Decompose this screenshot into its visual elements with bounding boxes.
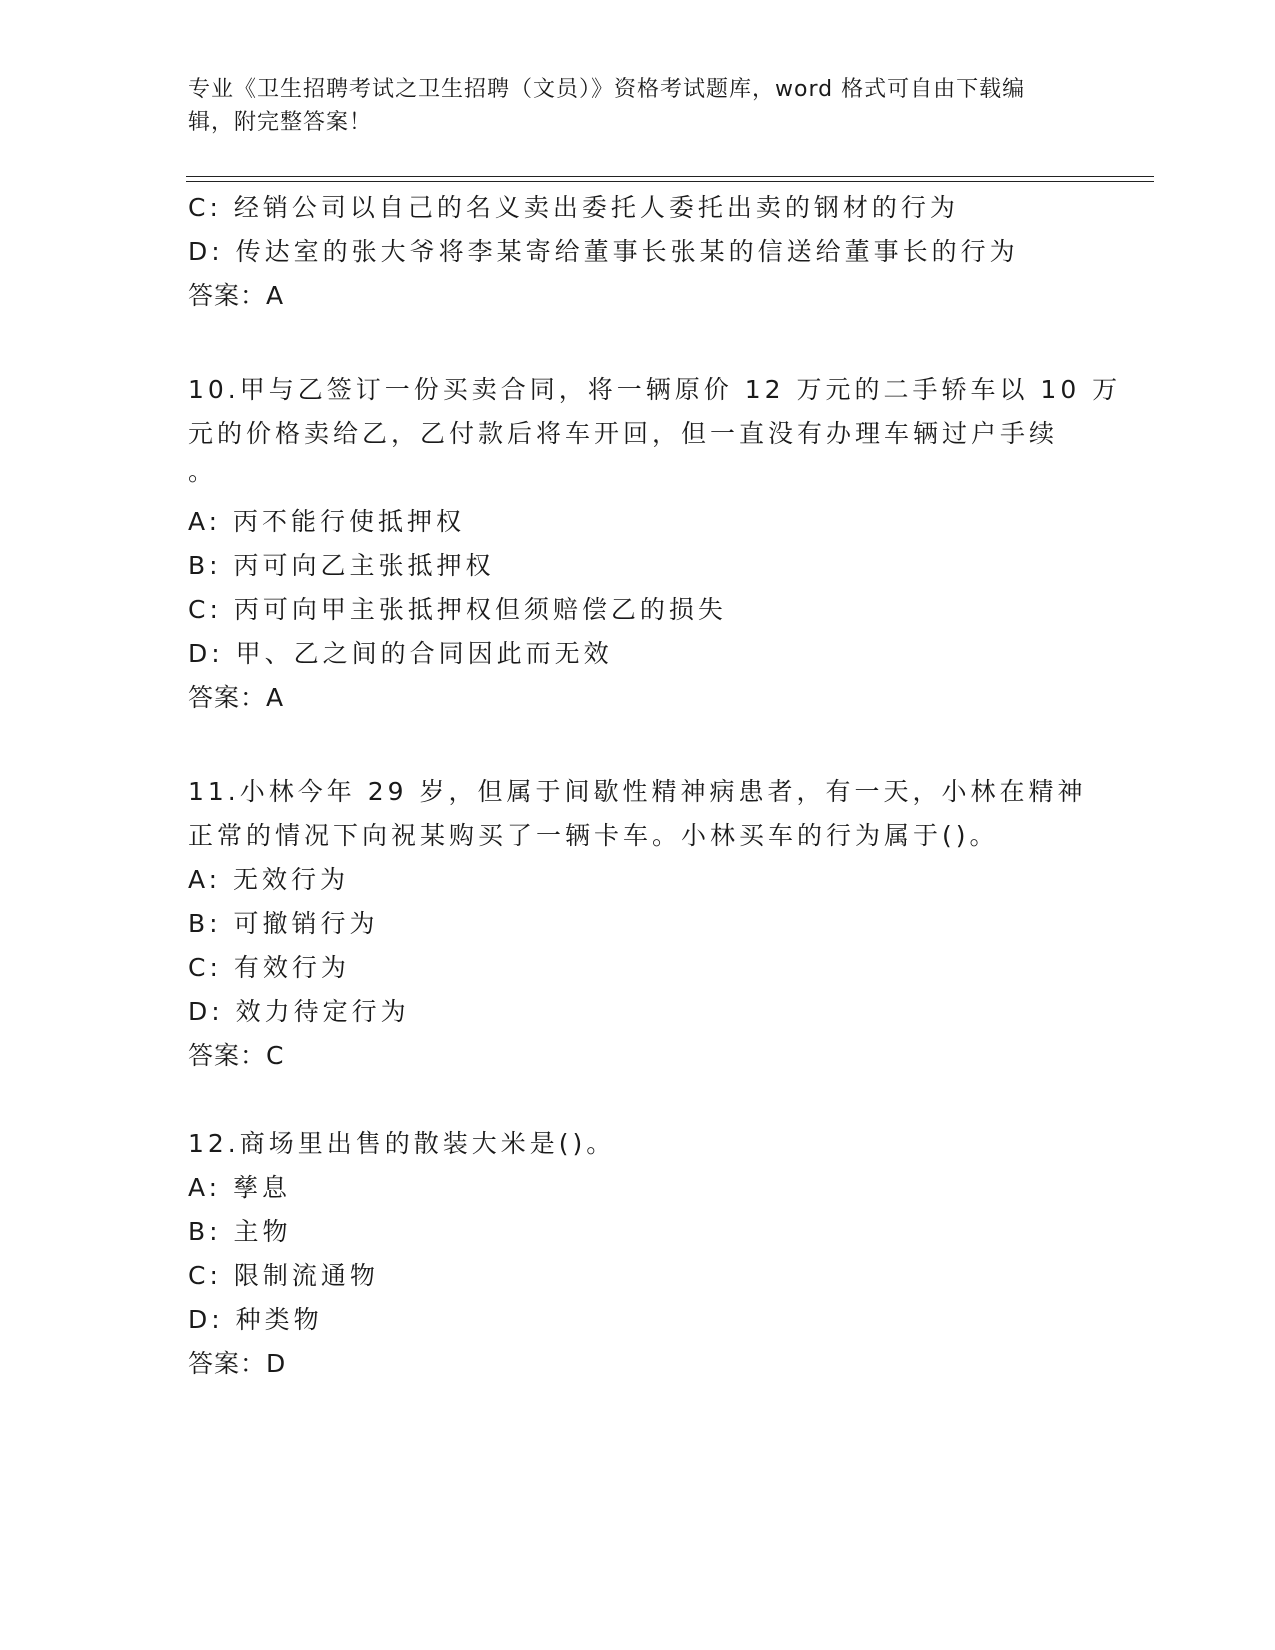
q11-answer: 答案：C xyxy=(188,1041,285,1070)
q11-option-b: B: 可撤销行为 xyxy=(188,909,379,938)
q10-option-b: B: 丙可向乙主张抵押权 xyxy=(188,551,495,580)
q10-stem-line-2: 元的价格卖给乙，乙付款后将车开回，但一直没有办理车辆过户手续 xyxy=(188,419,1059,448)
q12-option-b: B: 主物 xyxy=(188,1217,292,1246)
q11-option-c: C: 有效行为 xyxy=(188,953,350,982)
q10-stem-line-3: 。 xyxy=(188,457,218,486)
q10-option-d: D: 甲、乙之间的合同因此而无效 xyxy=(188,639,613,668)
q10-option-a: A: 丙不能行使抵押权 xyxy=(188,507,466,536)
q12-option-a: A: 孳息 xyxy=(188,1173,292,1202)
q11-stem-line-2: 正常的情况下向祝某购买了一辆卡车。小林买车的行为属于()。 xyxy=(188,821,999,850)
q11-stem-line-1: 11.小林今年 29 岁，但属于间歇性精神病患者，有一天，小林在精神 xyxy=(188,777,1087,806)
q12-stem-line-1: 12.商场里出售的散装大米是()。 xyxy=(188,1129,616,1158)
header-divider-top xyxy=(186,176,1154,177)
q9-answer: 答案：A xyxy=(188,281,285,310)
q12-answer: 答案：D xyxy=(188,1349,287,1378)
q10-answer: 答案：A xyxy=(188,683,285,712)
q10-option-c: C: 丙可向甲主张抵押权但须赔偿乙的损失 xyxy=(188,595,727,624)
q10-stem-line-1: 10.甲与乙签订一份买卖合同，将一辆原价 12 万元的二手轿车以 10 万 xyxy=(188,375,1122,404)
q9-option-c: C: 经销公司以自己的名义卖出委托人委托出卖的钢材的行为 xyxy=(188,193,959,222)
q12-option-c: C: 限制流通物 xyxy=(188,1261,379,1290)
q9-option-d: D: 传达室的张大爷将李某寄给董事长张某的信送给董事长的行为 xyxy=(188,237,1019,266)
page-header: 专业《卫生招聘考试之卫生招聘（文员）》资格考试题库，word 格式可自由下载编辑，附完整答案！ xyxy=(188,77,1026,135)
q11-option-d: D: 效力待定行为 xyxy=(188,997,410,1026)
q11-option-a: A: 无效行为 xyxy=(188,865,350,894)
q12-option-d: D: 种类物 xyxy=(188,1305,323,1334)
header-divider-bottom xyxy=(186,181,1154,182)
